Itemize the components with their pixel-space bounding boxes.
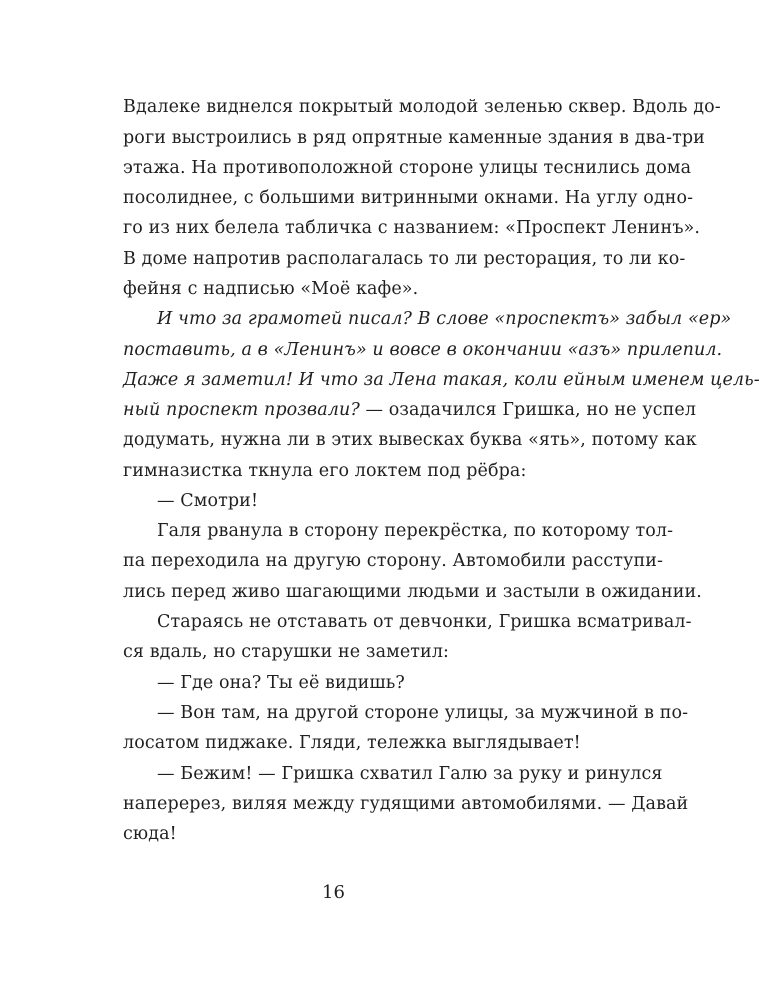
text-line: посолиднее, с большими витринными окнами. На углу одно- [123, 188, 694, 208]
mixed-line [123, 400, 697, 420]
thought-line: поставить, а в «Ленинъ» и вовсе в окончании «азъ» прилепил. [123, 340, 723, 360]
thought-line: Даже я заметил! И что за Лена такая, коли ейным именем цель- [123, 370, 760, 390]
dialogue-line: — Где она? Ты её видишь? [157, 673, 405, 693]
text-line: додумать, нужна ли в этих вывесках буква «ять», потому как [123, 430, 697, 450]
text-line: гимназистка ткнула его локтем под рёбра: [123, 461, 527, 481]
dialogue-line: лосатом пиджаке. Гляди, тележка выглядывает! [123, 733, 581, 753]
text-line: В доме напротив располагалась то ли ресторация, то ли ко- [123, 249, 686, 269]
dialogue-line: — Вон там, на другой стороне улицы, за мужчиной в по- [157, 703, 689, 723]
text-line: го из них белела табличка с названием: «Проспект Ленинъ». [123, 218, 701, 238]
text-line: ся вдаль, но старушки не заметил: [123, 642, 450, 662]
dialogue-line: — Бежим! — Гришка схватил Галю за руку и ринулся [157, 764, 663, 784]
page-number: 16 [322, 882, 345, 903]
text-line: лись перед живо шагающими людьми и застыли в ожидании. [123, 582, 702, 602]
text-line: Стараясь не отставать от девчонки, Гришка всматривал- [157, 612, 692, 632]
dialogue-line: — Смотри! [157, 491, 259, 511]
text-line: фейня с надписью «Моё кафе». [123, 279, 419, 299]
text-line: роги выстроились в ряд опрятные каменные здания в два-три [123, 128, 705, 148]
dialogue-line: наперерез, виляя между гудящими автомобилями. — Давай [123, 794, 689, 814]
narration-fragment: — озадачился Гришка, но не успел [359, 400, 697, 420]
dialogue-line: сюда! [123, 824, 177, 844]
text-line: па переходила на другую сторону. Автомобили расступи- [123, 551, 664, 571]
text-line: Вдалеке виднелся покрытый молодой зеленью сквер. Вдоль до- [123, 97, 721, 117]
thought-line: И что за грамотей писал? В слове «проспектъ» забыл «ер» [157, 309, 732, 329]
thought-fragment: ный проспект прозвали? [123, 400, 360, 420]
text-line: Галя рванула в сторону перекрёстка, по которому тол- [157, 521, 674, 541]
text-line: этажа. На противоположной стороне улицы теснились дома [123, 158, 692, 178]
